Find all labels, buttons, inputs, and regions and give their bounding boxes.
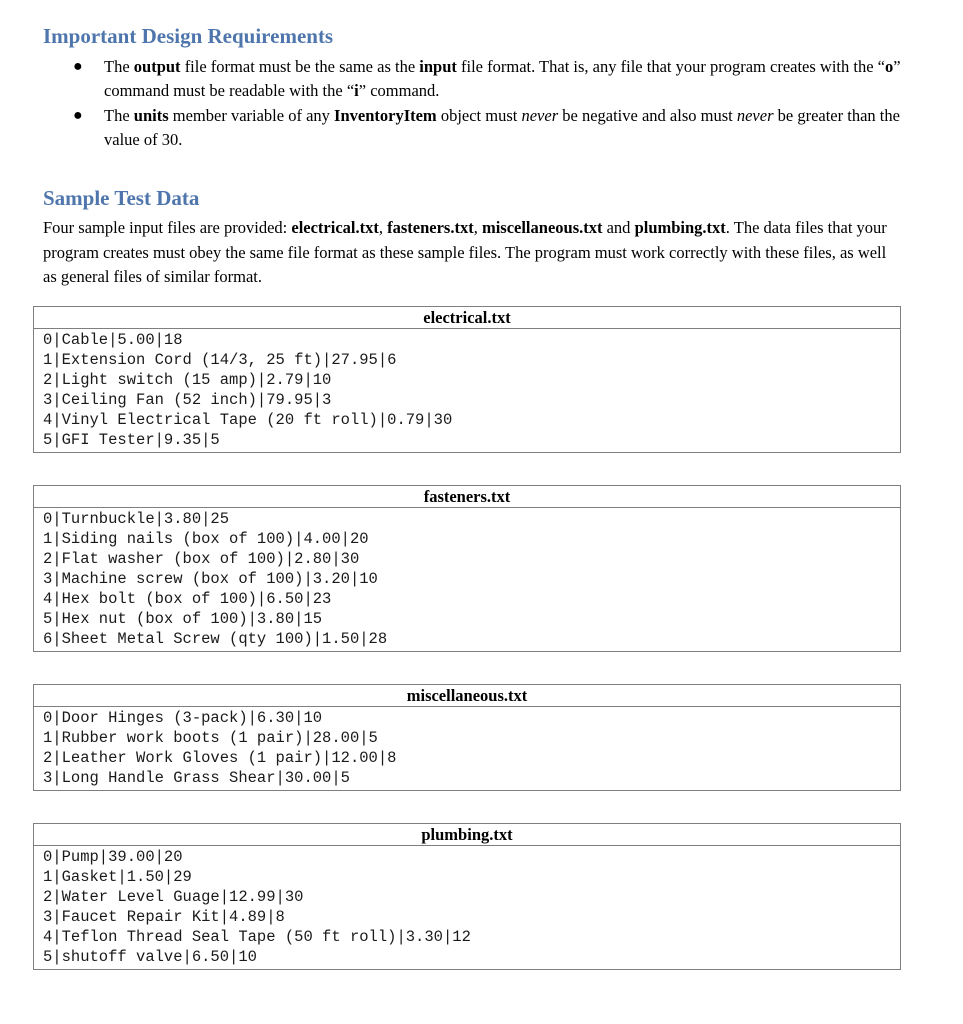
file-contents [34, 707, 900, 790]
bold-text: i [354, 81, 359, 100]
text-run: , [378, 218, 388, 237]
file-line: 3|Faucet Repair Kit|4.89|8 [43, 908, 285, 926]
text-run: file format must be the same as the [180, 57, 420, 76]
file-title: electrical.txt [34, 307, 900, 329]
file-line: 1|Rubber work boots (1 pair)|28.00|5 [43, 729, 378, 747]
file-line: 2|Flat washer (box of 100)|2.80|30 [43, 550, 360, 568]
text-run: Four sample input files are provided: [43, 218, 292, 237]
file-line: 3|Machine screw (box of 100)|3.20|10 [43, 570, 378, 588]
requirement-item [43, 104, 903, 152]
file-line: 5|Hex nut (box of 100)|3.80|15 [43, 610, 323, 628]
bullet-icon: ● [73, 107, 83, 124]
file-line: 4|Teflon Thread Seal Tape (50 ft roll)|3.30|12 [43, 928, 471, 946]
file-line: 1|Gasket|1.50|29 [43, 868, 192, 886]
bold-text: electrical.txt [291, 218, 379, 237]
text-run: file format. That is, any file that your program creates with the “ [456, 57, 885, 76]
italic-text: never [521, 106, 559, 125]
section-heading-design-requirements: Important Design Requirements [43, 24, 334, 48]
text-run: The [104, 57, 134, 76]
file-box-miscellaneous [33, 684, 901, 791]
file-line: 0|Door Hinges (3-pack)|6.30|10 [43, 709, 323, 727]
file-box-electrical [33, 306, 901, 453]
bold-text: output [133, 57, 181, 76]
file-line: 4|Hex bolt (box of 100)|6.50|23 [43, 590, 332, 608]
file-line: 0|Pump|39.00|20 [43, 848, 183, 866]
file-title: plumbing.txt [34, 824, 900, 846]
file-line: 2|Light switch (15 amp)|2.79|10 [43, 371, 332, 389]
text-run: , [473, 218, 482, 237]
bold-text: plumbing.txt [634, 218, 726, 237]
bold-text: InventoryItem [334, 106, 437, 125]
file-title: fasteners.txt [34, 486, 900, 508]
section-heading-sample-test-data: Sample Test Data [43, 186, 200, 210]
sample-data-description [43, 216, 903, 290]
bullet-icon: ● [73, 58, 83, 75]
text-run: . The data files that your program creates must obey the same file format as these sample files. The program must work correctly with these files, as well as general files of similar format. [43, 218, 887, 286]
file-box-plumbing [33, 823, 901, 970]
file-line: 2|Water Level Guage|12.99|30 [43, 888, 304, 906]
file-line: 6|Sheet Metal Screw (qty 100)|1.50|28 [43, 630, 388, 648]
file-line: 0|Turnbuckle|3.80|25 [43, 510, 230, 528]
requirement-text [104, 57, 901, 100]
text-run: be greater than the value of 30. [104, 106, 900, 149]
bold-text: units [133, 106, 169, 125]
file-contents [34, 508, 900, 651]
file-line: 1|Siding nails (box of 100)|4.00|20 [43, 530, 369, 548]
italic-text: never [736, 106, 774, 125]
text-run: be negative and also must [558, 106, 737, 125]
file-line: 3|Ceiling Fan (52 inch)|79.95|3 [43, 391, 332, 409]
text-run: ” command must be readable with the “ [104, 57, 901, 100]
file-title: miscellaneous.txt [34, 685, 900, 707]
bold-text: input [419, 57, 457, 76]
text-run: object must [436, 106, 522, 125]
file-contents [34, 329, 900, 452]
text-run: member variable of any [168, 106, 335, 125]
bold-text: fasteners.txt [387, 218, 474, 237]
file-box-fasteners [33, 485, 901, 652]
bold-text: o [884, 57, 894, 76]
requirement-text [104, 106, 900, 149]
file-contents [34, 846, 900, 969]
requirements-list [43, 55, 903, 153]
file-line: 1|Extension Cord (14/3, 25 ft)|27.95|6 [43, 351, 397, 369]
text-run: ” command. [358, 81, 440, 100]
file-line: 5|shutoff valve|6.50|10 [43, 948, 257, 966]
file-line: 0|Cable|5.00|18 [43, 331, 183, 349]
requirement-item [43, 55, 903, 103]
file-line: 4|Vinyl Electrical Tape (20 ft roll)|0.79|30 [43, 411, 453, 429]
file-line: 3|Long Handle Grass Shear|30.00|5 [43, 769, 350, 787]
bold-text: miscellaneous.txt [481, 218, 603, 237]
file-line: 5|GFI Tester|9.35|5 [43, 431, 220, 449]
text-run: and [602, 218, 635, 237]
text-run: The [104, 106, 134, 125]
file-line: 2|Leather Work Gloves (1 pair)|12.00|8 [43, 749, 397, 767]
